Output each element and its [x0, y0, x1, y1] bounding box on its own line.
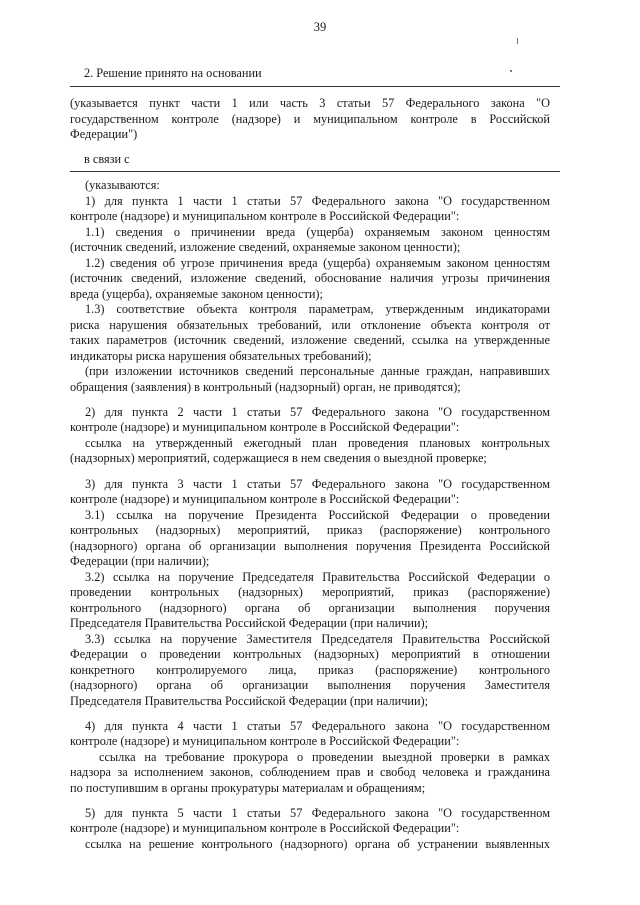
instruction-line: 1.2) сведения об угрозе причинения вреда (ущерба) охраняемым законом ценностям	[85, 256, 550, 270]
instruction-line: обращения (заявления) в контрольный (надзорный) орган, не приводятся);	[70, 380, 461, 394]
instruction-line: вреда (ущерба), охраняемые законом ценности);	[70, 287, 323, 301]
instruction-line: 1.3) соответствие объекта контроля параметрам, утвержденным индикаторами	[85, 302, 550, 316]
instruction-line: 3.2) ссылка на поручение Председателя Правительства Российской Федерации о	[85, 570, 550, 584]
instruction-line: 5) для пункта 5 части 1 статьи 57 Федерального закона "О государственном	[85, 806, 550, 820]
instruction-line: риска нарушения обязательных требований, или отклонение объекта контроля от	[70, 318, 550, 332]
in-connection-label: в связи с	[84, 152, 130, 166]
instruction-line: контроле (надзоре) и муниципальном контроле в Российской Федерации":	[70, 209, 460, 223]
decision-basis-label: 2. Решение принято на основании	[84, 66, 262, 80]
instruction-line: (надзорных) мероприятий, содержащиеся в нем сведения о выездной проверке;	[70, 451, 487, 465]
scan-speck	[517, 38, 518, 44]
instruction-line: контрольного (надзорного) органа об организации выполнения поручения	[70, 601, 550, 615]
instruction-line: 4) для пункта 4 части 1 статьи 57 Федерального закона "О государственном	[85, 719, 550, 733]
instruction-line: 3.1) ссылка на поручение Президента Российской Федерации о проведении	[85, 508, 550, 522]
instruction-line: проведении контрольных (надзорных) мероприятий, приказ (распоряжение)	[70, 585, 550, 599]
instruction-line: Председателя Правительства Российской Федерации (при наличии);	[70, 694, 429, 708]
page-number: 39	[313, 20, 327, 34]
instruction-line: (при изложении источников сведений персональные данные граждан, направивших	[85, 364, 550, 378]
instruction-line: контроле (надзоре) и муниципальном контроле в Российской Федерации":	[70, 821, 460, 835]
instruction-line: таких параметров (источник сведений, изложение сведений, ссылка на утвержденные	[70, 333, 550, 347]
instruction-line: надзора за исполнением законов, соблюдением прав и свобод человека и гражданина	[70, 765, 550, 779]
hint-line: Федерации")	[70, 127, 138, 141]
instruction-line: Федерации о проведении контрольных (надзорных) мероприятий в отношении	[70, 647, 550, 661]
instruction-line: конкретного контролируемого лица, приказ (распоряжение) контрольного	[70, 663, 550, 677]
instruction-line: контроле (надзоре) и муниципальном контроле в Российской Федерации":	[70, 420, 460, 434]
instruction-line: индикаторы риска нарушения обязательных требований);	[70, 349, 372, 363]
fill-line	[70, 86, 560, 87]
instruction-line: (надзорного) органа об организации выполнения поручения Заместителя	[70, 678, 550, 692]
instruction-line: ссылка на решение контрольного (надзорного) органа об устранении выявленных	[85, 837, 550, 851]
instruction-line: Федерации (при наличии);	[70, 554, 210, 568]
instruction-line: 3) для пункта 3 части 1 статьи 57 Федерального закона "О государственном	[85, 477, 550, 491]
instruction-line: контроле (надзоре) и муниципальном контроле в Российской Федерации":	[70, 492, 460, 506]
instruction-line: по поступившим в органы прокуратуры материалам и обращениям;	[70, 781, 426, 795]
hint-line: (указывается пункт части 1 или часть 3 статьи 57 Федерального закона "О	[70, 96, 550, 110]
fill-line	[70, 171, 560, 172]
instruction-line: Председателя Правительства Российской Федерации (при наличии);	[70, 616, 429, 630]
instruction-line: контрольных (надзорных) мероприятий, приказ (распоряжение) контрольного	[70, 523, 550, 537]
instruction-line: контроле (надзоре) и муниципальном контроле в Российской Федерации":	[70, 734, 460, 748]
instruction-line: 1) для пункта 1 части 1 статьи 57 Федерального закона "О государственном	[85, 194, 550, 208]
scan-speck	[510, 70, 512, 72]
instruction-line: ссылка на требование прокурора о проведении выездной проверки в рамках	[99, 750, 550, 764]
instruction-line: ссылка на утвержденный ежегодный план проведения плановых контрольных	[85, 436, 550, 450]
instruction-line: (надзорного) органа об организации выполнения поручения Президента Российской	[70, 539, 550, 553]
instruction-line: (указываются:	[85, 178, 160, 192]
instruction-line: (источник сведений, изложение сведений, обоснование наличия угрозы причинения	[70, 271, 550, 285]
instruction-line: 1.1) сведения о причинении вреда (ущерба) охраняемым законом ценностям	[85, 225, 550, 239]
instruction-line: 2) для пункта 2 части 1 статьи 57 Федерального закона "О государственном	[85, 405, 550, 419]
instruction-line: (источник сведений, изложение сведений, охраняемые законом ценности);	[70, 240, 461, 254]
instruction-line: 3.3) ссылка на поручение Заместителя Председателя Правительства Российской	[85, 632, 550, 646]
hint-line: государственном контроле (надзоре) и муниципальном контроле в Российской	[70, 112, 550, 126]
